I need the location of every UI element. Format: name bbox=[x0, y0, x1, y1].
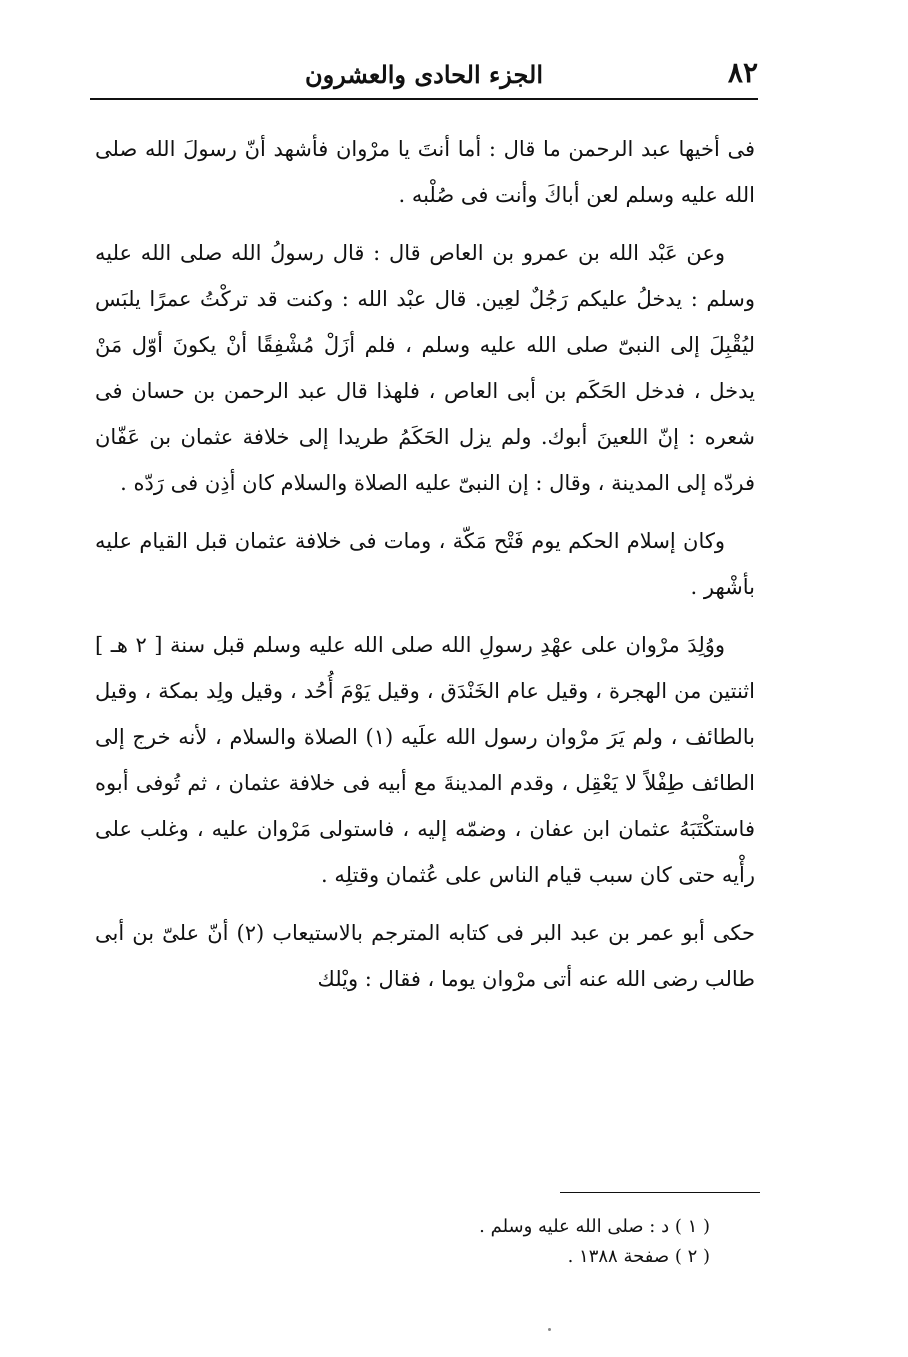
footnote-rule bbox=[560, 1192, 760, 1193]
footnote-1: ( ١ ) د : صلى الله عليه وسلم . bbox=[479, 1216, 710, 1237]
main-text bbox=[95, 126, 755, 1014]
page-header bbox=[90, 52, 758, 92]
paragraph-3: وكان إسلام الحكم يوم فَتْح مَكّة ، ومات فى خلافة عثمان قبل القيام عليه بأشْهر . bbox=[95, 529, 755, 599]
page-number: ٨٢ bbox=[727, 56, 758, 89]
header-rule bbox=[90, 98, 758, 100]
paragraph-4: ووُلِدَ مرْوان على عهْدِ رسولِ الله صلى الله عليه وسلم قبل سنة [ ٢ هـ ] اثنتين من الهجرة ، وقيل عام الخَنْدَق ، وقيل يَوْمَ أُحُد ، وقيل ولِد بمكة ، وقيل بالطائف ، ولم يَرَ مرْوان رسول الله علَيه (١) الصلاة والسلام ، لأنه خرج إلى الطائف طِفْلاً لا يَعْقِل ، وقدم المدينةَ مع أبيه فى خلافة عثمان ، ثم تُوفى أبوه فاستكْتَبَهُ عثمان ابن عفان ، وضمّه إليه ، فاستولى مَرْوان عليه ، وغلب على رأْيه حتى كان سبب قيام الناس على عُثمان وقتلِه . bbox=[95, 633, 755, 887]
paragraph-1: فى أخيها عبد الرحمن ما قال : أما أنتَ يا مرْوان فأشهد أنّ رسولَ الله صلى الله عليه وسلم لعن أباكَ وأنت فى صُلْبه . bbox=[95, 137, 755, 207]
running-title: الجزء الحادى والعشرون bbox=[305, 60, 543, 89]
paragraph-2: وعن عَبْد الله بن عمرو بن العاص قال : قال رسولُ الله صلى الله عليه وسلم : يدخلُ عليكم رَجُلٌ لعِين. قال عبْد الله : وكنت قد تركْتُ عمرًا يلبَس ليُقْبِلَ إلى النبىّ صلى الله عليه وسلم ، فلم أزَلْ مُشْفِقًا أنْ يكونَ أوّل مَنْ يدخل ، فدخل الحَكَم بن أبى العاص ، فلهذا قال عبد الرحمن بن حسان فى شعره : إنّ اللعينَ أبوك. ولم يزل الحَكَمُ طريدا إلى خلافة عثمان بن عَفّان فردّه إلى المدينة ، وقال : إن النبىّ عليه الصلاة والسلام كان أذِن فى رَدّه . bbox=[95, 241, 755, 495]
paper-speck bbox=[548, 1328, 551, 1331]
footnote-2: ( ٢ ) صفحة ١٣٨٨ . bbox=[567, 1246, 710, 1267]
paragraph-5: حكى أبو عمر بن عبد البر فى كتابه المترجم بالاستيعاب (٢) أنّ علىّ بن أبى طالب رضى الله عنه أتى مرْوان يوما ، فقال : ويْلك bbox=[95, 921, 755, 991]
footnotes bbox=[350, 1212, 710, 1272]
